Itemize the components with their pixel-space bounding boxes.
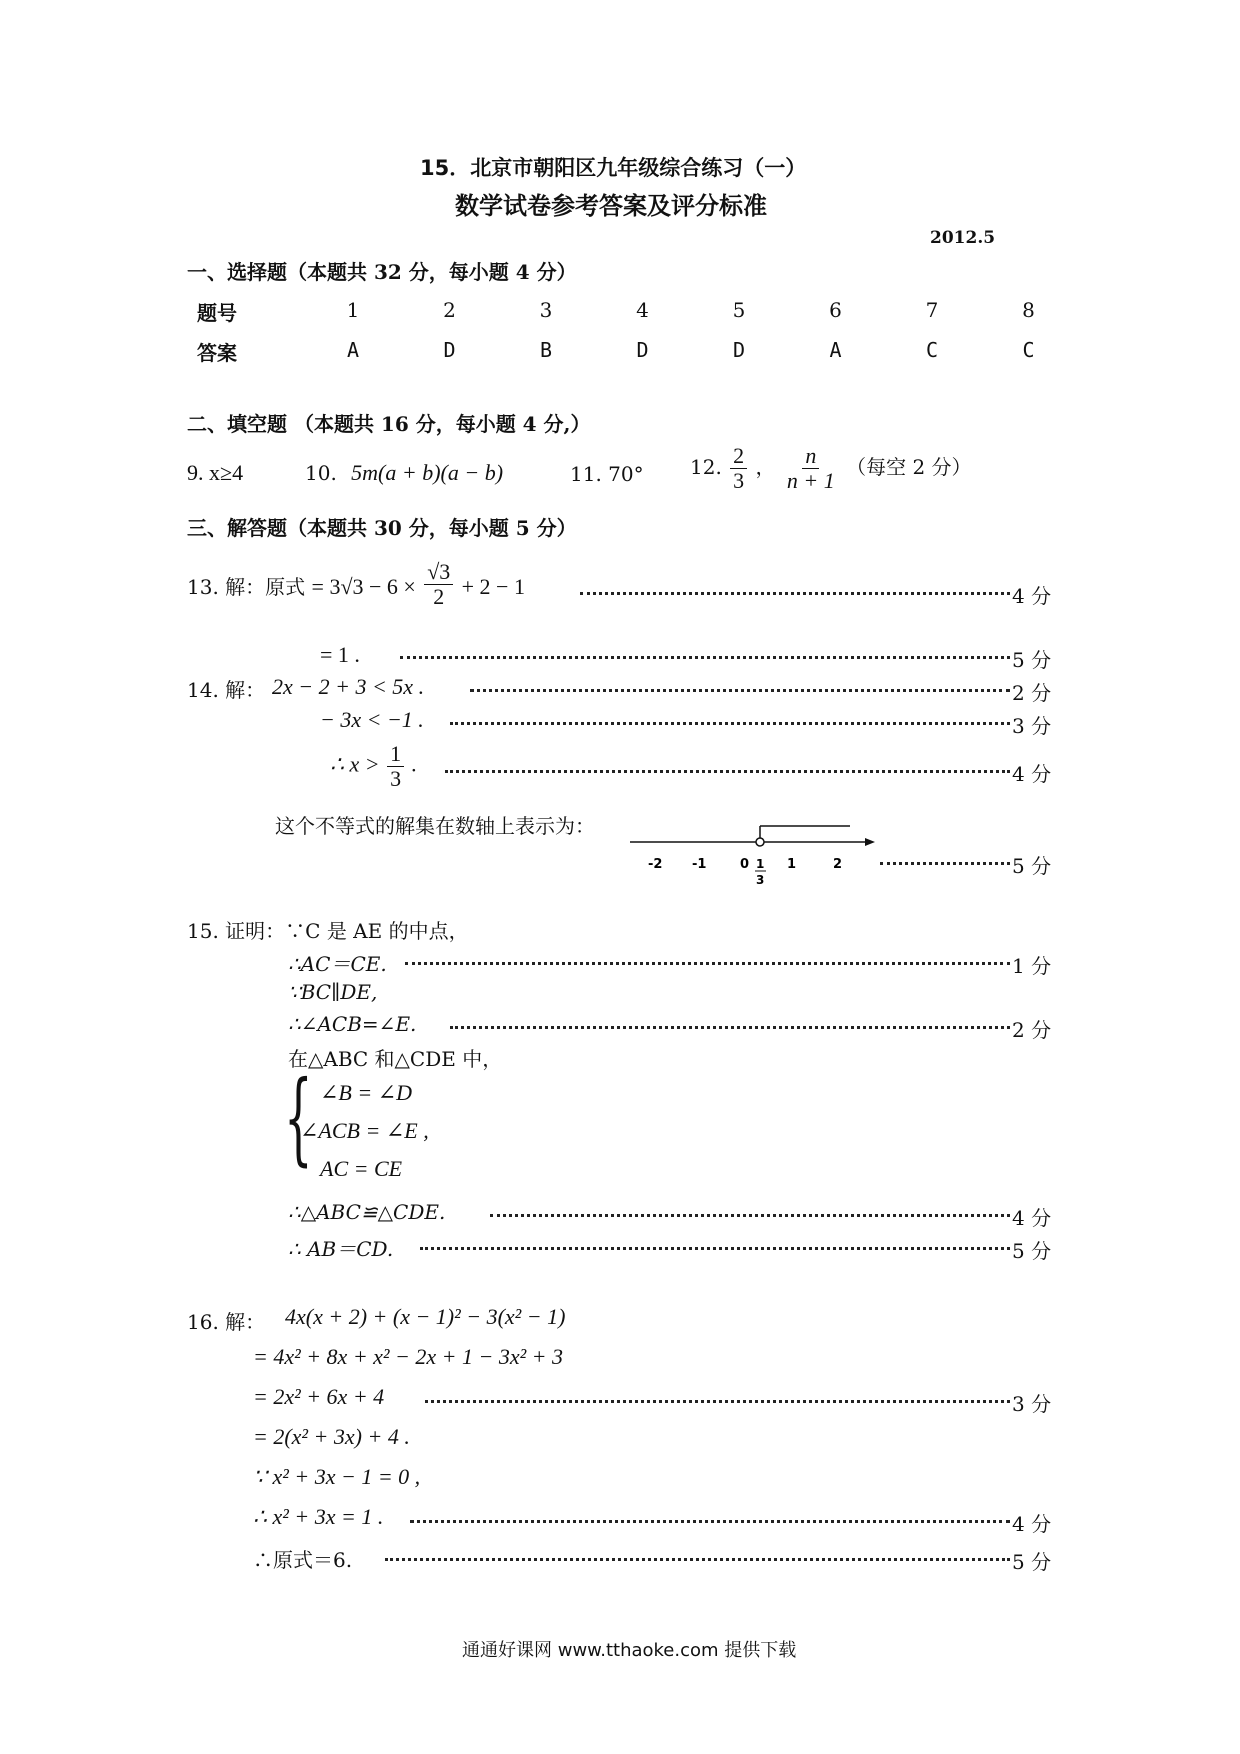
q16-line4: = 2(x² + 3x) + 4 .	[253, 1424, 410, 1449]
q10-label: 10.	[305, 461, 337, 485]
tick-label-third-den: 3	[756, 873, 765, 887]
q16-score6: 4 分	[1012, 1512, 1052, 1536]
q12-fraction-1	[730, 444, 747, 493]
q14-score3: 4 分	[1012, 762, 1052, 786]
leader-dots	[445, 770, 1010, 775]
question-number-cell: 4	[636, 298, 649, 322]
q15-line4: 在△ABC 和△CDE 中，	[288, 1047, 503, 1071]
q9-text: 9. x≥4	[187, 460, 244, 485]
q15-score5: 4 分	[1012, 1206, 1052, 1230]
q14-line3-post: .	[411, 751, 418, 777]
number-line-arrow	[865, 838, 875, 846]
q14-score4: 5 分	[1012, 854, 1052, 878]
row-label-number: 题号	[197, 301, 237, 325]
q16-line6: ∴ x² + 3x = 1 .	[253, 1504, 384, 1529]
q14-score1: 2 分	[1012, 681, 1052, 705]
q14-line1: 2x − 2 + 3 < 5x .	[272, 674, 425, 699]
q15-line3: ∴∠ACB=∠E.	[288, 1012, 417, 1036]
q13-line1	[187, 559, 525, 613]
q14-line3	[330, 742, 417, 791]
leader-dots	[405, 962, 1010, 967]
q14-score2: 3 分	[1012, 714, 1052, 738]
q15-system-eq1: ∠B = ∠D	[320, 1080, 413, 1105]
q16-label: 16. 解：	[187, 1310, 266, 1334]
q16-score7: 5 分	[1012, 1550, 1052, 1574]
answer-cell: B	[539, 338, 553, 362]
leader-dots	[420, 1247, 1010, 1252]
question-number-cell: 7	[925, 298, 939, 322]
question-number-cell: 8	[1022, 298, 1035, 322]
leader-dots	[425, 1400, 1010, 1405]
leader-dots	[450, 722, 1010, 727]
row-label-answer: 答案	[197, 341, 237, 365]
q9-answer	[187, 460, 243, 486]
answer-cell: A	[346, 338, 360, 362]
open-circle	[756, 838, 764, 846]
leader-dots	[580, 592, 1010, 597]
section3-heading: 三、解答题（本题共 30 分，每小题 5 分）	[187, 516, 577, 540]
q15-line6: ∴ AB＝CD.	[288, 1237, 394, 1261]
q16-line1: 4x(x + 2) + (x − 1)² − 3(x² − 1)	[285, 1304, 566, 1329]
system-brace: {	[284, 1059, 313, 1176]
q15-system-eq3: AC = CE	[320, 1156, 403, 1181]
q15-label: 15. 证明：∵C 是 AE 的中点，	[187, 919, 469, 943]
leader-dots	[470, 689, 1010, 694]
question-number-cell: 2	[443, 298, 456, 322]
tick-label-2: 2	[833, 857, 843, 872]
tick-label-0: 0	[740, 857, 750, 872]
q14-fraction	[387, 742, 404, 791]
q12-frac2-den: n + 1	[786, 468, 835, 494]
tick-label-neg2: -2	[648, 857, 663, 872]
q14-numberline-caption: 这个不等式的解集在数轴上表示为：	[275, 814, 595, 838]
number-line	[625, 818, 885, 890]
q12-answer	[690, 444, 972, 493]
q13-label: 13. 解：原式	[187, 575, 306, 600]
question-number-cell: 3	[539, 298, 553, 322]
answer-cell: C	[925, 338, 939, 362]
q13-frac-den: 2	[433, 584, 445, 610]
question-number-cell: 5	[732, 298, 746, 322]
q13-score1: 4 分	[1012, 584, 1052, 608]
q16-line7: ∴原式＝6.	[253, 1548, 353, 1572]
q12-label: 12.	[690, 455, 722, 480]
tick-label-neg1: -1	[692, 857, 707, 872]
doc-date: 2012.5	[930, 228, 996, 248]
q12-note: （每空 2 分）	[846, 455, 972, 480]
doc-subtitle: 数学试卷参考答案及评分标准	[455, 192, 767, 220]
leader-dots	[450, 1026, 1010, 1031]
q12-fraction-2	[784, 444, 838, 493]
q16-line3: = 2x² + 6x + 4	[253, 1384, 385, 1409]
section2-heading: 二、填空题 （本题共 16 分，每小题 4 分,）	[187, 412, 591, 436]
leader-dots	[490, 1214, 1010, 1219]
q15-score6: 5 分	[1012, 1239, 1052, 1263]
q11-answer: 11. 70°	[570, 462, 644, 486]
footer-text: 通通好课网 www.tthaoke.com 提供下载	[462, 1640, 797, 1661]
q13-expr-a: = 3√3 − 6 ×	[311, 574, 416, 600]
tick-label-1: 1	[787, 857, 797, 872]
q12-frac2-num: n	[802, 444, 819, 469]
answer-cell: A	[829, 338, 842, 362]
section1-heading: 一、选择题（本题共 32 分，每小题 4 分）	[187, 260, 577, 284]
q15-line2: ∵BC∥DE,	[288, 980, 378, 1004]
q14-frac-den: 3	[390, 766, 402, 792]
leader-dots	[400, 656, 1010, 661]
leader-dots	[410, 1520, 1010, 1525]
q13-fraction	[424, 560, 453, 609]
tick-label-third-num: 1	[756, 857, 765, 871]
q12-frac1-num: 2	[730, 444, 747, 469]
q13-frac-num: √3	[424, 560, 453, 585]
q15-line1: ∴AC＝CE.	[288, 952, 387, 976]
q13-line2: = 1 .	[320, 642, 360, 667]
q10-answer	[305, 460, 503, 486]
q14-frac-num: 1	[387, 742, 404, 767]
question-number-cell: 1	[346, 298, 360, 322]
q15-line5: ∴△ABC≌△CDE.	[288, 1200, 446, 1224]
q13-score2: 5 分	[1012, 648, 1052, 672]
q14-label: 14. 解：	[187, 678, 266, 702]
q14-line3-pre: ∴ x >	[330, 751, 380, 777]
answer-cell: D	[443, 338, 456, 362]
answer-cell: C	[1022, 338, 1035, 362]
leader-dots	[385, 1558, 1010, 1563]
q10-expr: 5m(a + b)(a − b)	[351, 460, 504, 485]
q15-system-eq2: ∠ACB = ∠E ,	[300, 1118, 429, 1143]
doc-title: 15．北京市朝阳区九年级综合练习（一）	[420, 156, 807, 180]
q16-score3: 3 分	[1012, 1392, 1052, 1416]
q12-frac1-den: 3	[733, 468, 745, 494]
q13-expr-b: + 2 − 1	[461, 574, 525, 600]
q15-score1: 1 分	[1012, 954, 1052, 978]
q14-line2: − 3x < −1 .	[320, 707, 424, 732]
q15-score3: 2 分	[1012, 1018, 1052, 1042]
q16-line2: = 4x² + 8x + x² − 2x + 1 − 3x² + 3	[253, 1344, 564, 1369]
q12-separator: ，	[755, 455, 776, 480]
leader-dots	[880, 862, 1010, 867]
answer-cell: D	[636, 338, 649, 362]
answer-cell: D	[732, 338, 746, 362]
q16-line5: ∵ x² + 3x − 1 = 0 ,	[253, 1464, 421, 1489]
question-number-cell: 6	[829, 298, 842, 322]
